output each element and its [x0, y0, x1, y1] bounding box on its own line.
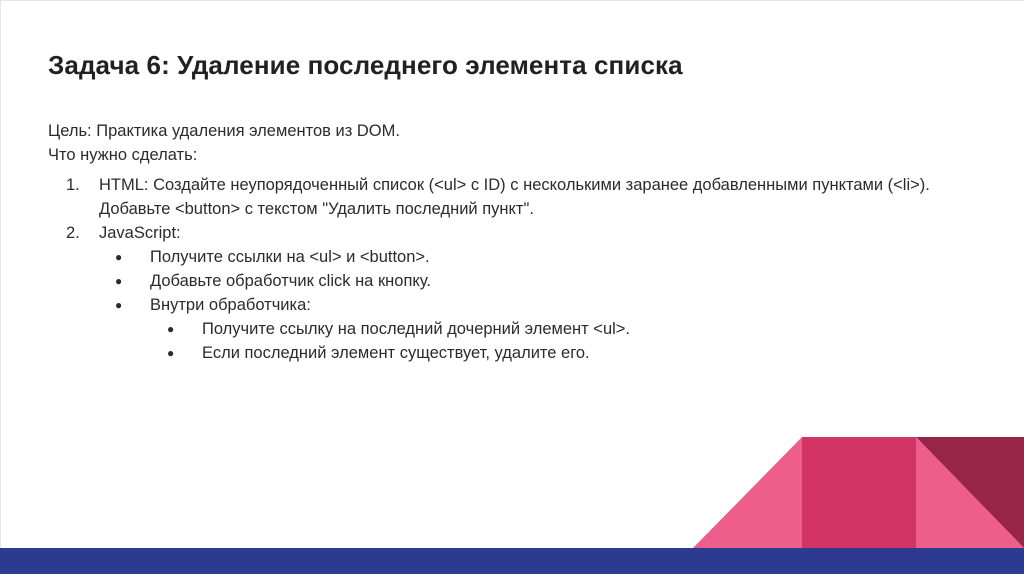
list-item: Внутри обработчика: [150, 296, 311, 314]
bullet-icon: ● [115, 274, 123, 288]
step-line: Добавьте <button> с текстом "Удалить последний пункт". [99, 200, 534, 218]
bottom-bar [0, 548, 1024, 574]
goal-text: Цель: Практика удаления элементов из DOM. [48, 122, 400, 140]
list-item: Получите ссылку на последний дочерний элемент <ul>. [202, 320, 631, 338]
step-line: JavaScript: [99, 224, 181, 242]
list-item: Получите ссылки на <ul> и <button>. [150, 248, 430, 266]
list-item: Если последний элемент существует, удалите его. [202, 344, 590, 362]
todo-label: Что нужно сделать: [48, 146, 198, 164]
step-number: 2. [66, 224, 80, 242]
step-line: HTML: Создайте неупорядоченный список (<ul> с ID) с несколькими заранее добавленными пунктами (<li>). [99, 176, 930, 194]
bullet-icon: ● [167, 346, 175, 360]
bullet-icon: ● [115, 298, 123, 312]
pink-triangle-shape [693, 437, 802, 548]
bullet-icon: ● [167, 322, 175, 336]
crimson-block-shape [802, 437, 916, 548]
slide-title: Задача 6: Удаление последнего элемента списка [48, 50, 683, 80]
bullet-icon: ● [115, 250, 123, 264]
step-number: 1. [66, 176, 80, 194]
list-item: Добавьте обработчик click на кнопку. [150, 272, 431, 290]
